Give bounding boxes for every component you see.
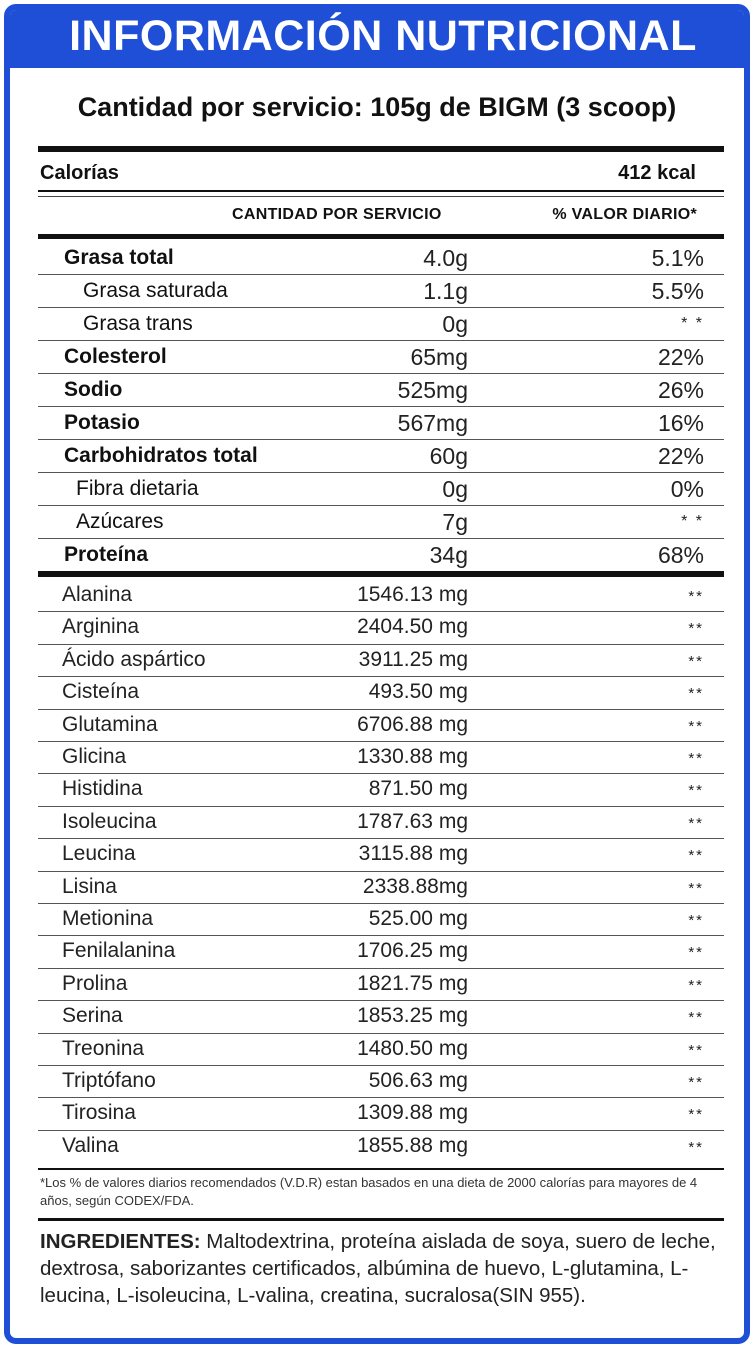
- nutrient-name: Grasa total: [64, 246, 174, 269]
- amino-acid-name: Alanina: [62, 583, 133, 606]
- nutrient-daily-value: 26%: [657, 377, 704, 403]
- amino-acid-amount: 1787.63 mg: [357, 809, 468, 833]
- nutrition-label: [4, 4, 750, 1344]
- amino-acid-daily-value: **: [688, 944, 704, 962]
- nutrient-amount: 0g: [442, 476, 468, 502]
- amino-acid-daily-value: **: [688, 1009, 704, 1027]
- amino-acid-name: Treonina: [62, 1036, 145, 1060]
- nutrient-amount: 0g: [442, 311, 468, 337]
- amino-acid-name: Metionina: [62, 907, 154, 930]
- amino-acid-amount: 3911.25 mg: [358, 647, 468, 671]
- amino-acid-amount: 3115.88 mg: [358, 842, 468, 866]
- nutrient-amount: 567mg: [397, 410, 468, 436]
- nutrient-name: Fibra dietaria: [76, 477, 199, 500]
- ingredients-text: Maltodextrina, proteína aislada de soya, suero de leche, dextrosa, saborizantes certificados, albúmina de huevo, L-glutamina, L-leucina, L-isoleucina, L-valina, creatina, sucralosa(SIN 955).: [40, 1230, 716, 1307]
- nutrient-name: Potasio: [64, 411, 140, 434]
- amino-acid-row: [38, 580, 724, 612]
- amino-acid-name: Glicina: [62, 745, 127, 768]
- amino-acid-row: [38, 1131, 724, 1163]
- amino-acid-daily-value: **: [688, 814, 704, 832]
- amino-acid-name: Arginina: [62, 615, 140, 639]
- amino-acid-row: [38, 1001, 724, 1033]
- amino-acid-amount: 1821.75 mg: [357, 971, 468, 995]
- nutrient-daily-value: 16%: [657, 410, 704, 436]
- amino-acid-amount: 1330.88 mg: [357, 745, 468, 768]
- amino-acid-daily-value: **: [688, 1106, 704, 1124]
- amino-acid-daily-value: **: [688, 717, 704, 735]
- nutrient-daily-value: * *: [681, 315, 704, 332]
- nutrient-amount: 525mg: [397, 377, 468, 403]
- amino-acid-row: [38, 936, 724, 968]
- nutrient-daily-value: 5.5%: [651, 278, 704, 304]
- amino-acid-row: [38, 904, 724, 936]
- nutrient-daily-value: 0%: [670, 476, 704, 502]
- amino-acid-row: [38, 612, 724, 644]
- nutrient-row: [38, 473, 724, 506]
- amino-acid-row: [38, 677, 724, 709]
- amino-acid-name: Isoleucina: [62, 809, 157, 833]
- amino-acid-amount: 2338.88mg: [362, 874, 468, 898]
- nutrient-name: Azúcares: [76, 510, 164, 533]
- amino-thick-rule: [38, 571, 724, 577]
- nutrient-row: [38, 275, 724, 308]
- amino-acid-name: Lisina: [62, 874, 117, 898]
- nutrient-name: Grasa trans: [83, 312, 193, 335]
- amino-acid-daily-value: **: [688, 879, 704, 897]
- amino-acid-amount: 1706.25 mg: [357, 939, 468, 963]
- nutrient-daily-value: 22%: [657, 443, 704, 469]
- nutrient-amount: 7g: [442, 509, 468, 535]
- header-thick-rule: [38, 234, 724, 239]
- amino-acid-amount: 2404.50 mg: [357, 615, 468, 639]
- amino-acid-daily-value: **: [688, 976, 704, 994]
- amino-acid-row: [38, 710, 724, 742]
- amino-acid-daily-value: **: [688, 847, 704, 865]
- amino-acid-daily-value: **: [688, 588, 704, 605]
- amino-acid-row: [38, 807, 724, 839]
- amino-acid-daily-value: **: [688, 652, 704, 670]
- ingredients-rule: [38, 1218, 724, 1221]
- amino-acid-daily-value: **: [688, 1041, 704, 1059]
- amino-acid-daily-value: **: [688, 782, 704, 800]
- amino-acid-daily-value: **: [688, 750, 704, 767]
- amino-acid-amount: 1853.25 mg: [357, 1004, 468, 1028]
- nutrient-amount: 65mg: [410, 344, 468, 370]
- amino-acid-name: Valina: [62, 1133, 119, 1157]
- header-daily-value: % VALOR DIARIO*: [552, 206, 697, 223]
- amino-acid-row: [38, 645, 724, 677]
- amino-acid-amount: 493.50 mg: [368, 680, 468, 704]
- top-thick-rule: [38, 146, 724, 152]
- nutrient-row: [38, 341, 724, 374]
- amino-acid-row: [38, 1066, 724, 1098]
- nutrient-row: [38, 407, 724, 440]
- amino-acid-name: Fenilalanina: [62, 939, 176, 963]
- ingredients-block: [40, 1228, 730, 1309]
- amino-acid-name: Cisteína: [62, 680, 140, 704]
- amino-acid-amount: 1480.50 mg: [357, 1036, 468, 1060]
- amino-acid-row: [38, 742, 724, 774]
- amino-acid-amount: 6706.88 mg: [357, 712, 468, 736]
- amino-acid-daily-value: **: [688, 620, 704, 638]
- amino-bottom-rule: [38, 1168, 724, 1170]
- nutrient-row: [38, 539, 724, 572]
- nutrient-amount: 60g: [429, 443, 468, 469]
- nutrient-name: Sodio: [64, 378, 123, 401]
- footnote: *Los % de valores diarios recomendados (V.D.R) estan basados en una dieta de 2000 calorías para mayores de 4 años, según CODEX/FDA.: [40, 1175, 698, 1208]
- nutrient-row: [38, 374, 724, 407]
- amino-acid-daily-value: **: [688, 1074, 704, 1091]
- calories-value: 412 kcal: [618, 162, 696, 184]
- amino-acid-daily-value: **: [688, 685, 704, 703]
- amino-acid-row: [38, 1034, 724, 1066]
- nutrient-daily-value: 22%: [657, 344, 704, 370]
- nutrient-row: [38, 440, 724, 473]
- nutrient-row: [38, 506, 724, 539]
- header-amount: CANTIDAD POR SERVICIO: [232, 206, 442, 223]
- nutrient-name: Grasa saturada: [83, 279, 228, 302]
- nutrient-amount: 34g: [429, 542, 468, 568]
- amino-acid-name: Histidina: [62, 777, 143, 801]
- amino-acid-amount: 1855.88 mg: [357, 1133, 468, 1157]
- amino-acid-row: [38, 839, 724, 871]
- calories-rule-thin: [38, 196, 724, 197]
- amino-acid-name: Prolina: [62, 971, 128, 995]
- nutrient-daily-value: 5.1%: [651, 245, 704, 271]
- amino-acid-name: Leucina: [62, 842, 136, 866]
- ingredients-label: INGREDIENTES:: [40, 1230, 201, 1253]
- nutrient-row: [38, 242, 724, 275]
- amino-acid-daily-value: **: [688, 912, 704, 929]
- amino-acid-amount: 525.00 mg: [368, 907, 468, 930]
- amino-acid-name: Serina: [62, 1004, 123, 1028]
- nutrient-amount: 1.1g: [423, 278, 468, 304]
- amino-acid-row: [38, 969, 724, 1001]
- amino-acid-daily-value: **: [688, 1138, 704, 1156]
- amino-acid-row: [38, 872, 724, 904]
- amino-acid-name: Triptófano: [62, 1069, 156, 1092]
- nutrient-daily-value: * *: [681, 513, 704, 530]
- amino-acid-name: Ácido aspártico: [62, 647, 206, 671]
- label-title: INFORMACIÓN NUTRICIONAL: [4, 4, 750, 68]
- amino-acid-name: Glutamina: [62, 712, 158, 736]
- nutrient-name: Proteína: [64, 543, 149, 566]
- amino-acid-amount: 871.50 mg: [368, 777, 468, 801]
- serving-size: Cantidad por servicio: 105g de BIGM (3 scoop): [77, 92, 677, 122]
- amino-acid-amount: 1309.88 mg: [357, 1101, 468, 1125]
- calories-rule: [38, 190, 724, 192]
- nutrient-daily-value: 68%: [657, 542, 704, 568]
- calories-label: Calorías: [40, 162, 119, 184]
- nutrient-name: Colesterol: [64, 345, 167, 368]
- nutrient-name: Carbohidratos total: [64, 444, 258, 467]
- amino-acid-row: [38, 1098, 724, 1130]
- amino-acid-name: Tirosina: [62, 1101, 136, 1125]
- amino-acid-row: [38, 774, 724, 806]
- nutrient-amount: 4.0g: [423, 245, 468, 271]
- nutrient-row: [38, 308, 724, 341]
- amino-acid-amount: 506.63 mg: [368, 1069, 468, 1092]
- amino-acid-amount: 1546.13 mg: [357, 583, 468, 606]
